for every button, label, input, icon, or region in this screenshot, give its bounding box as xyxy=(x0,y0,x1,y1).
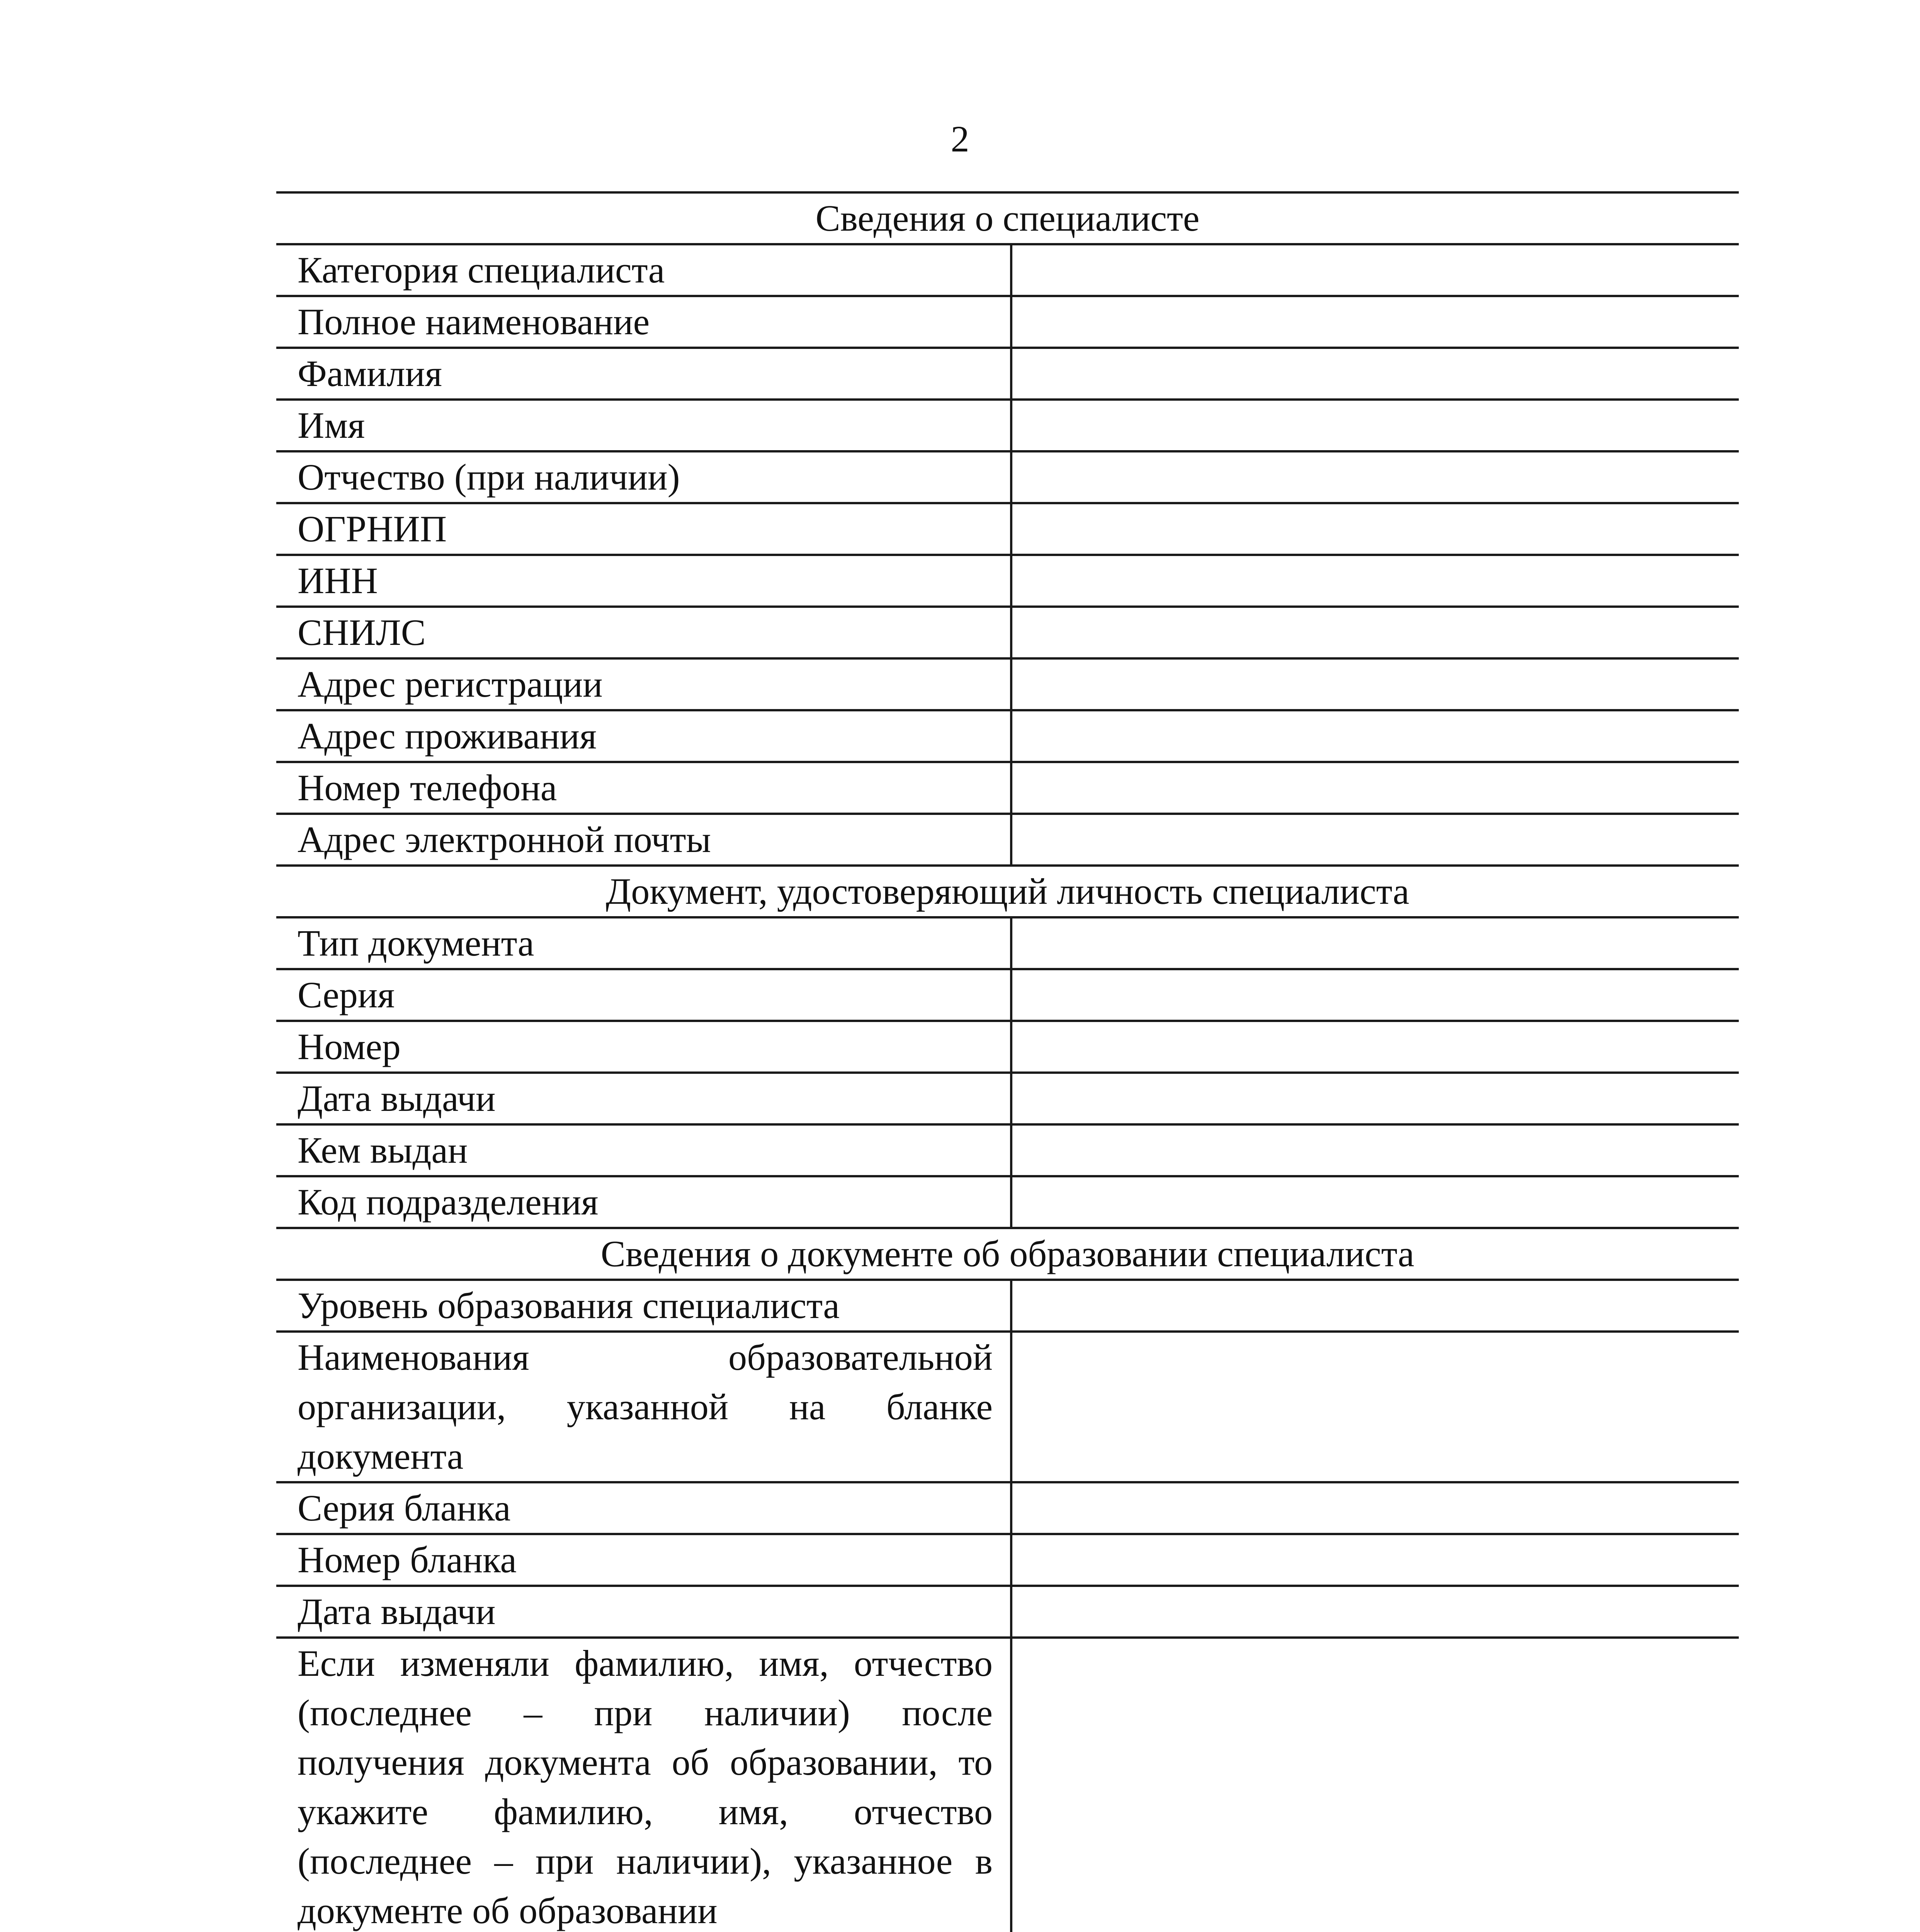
field-value-cell[interactable] xyxy=(1012,452,1739,502)
field-label: Полное наименование xyxy=(276,297,1012,347)
form-row xyxy=(276,1071,1739,1123)
field-value-cell[interactable] xyxy=(1012,1587,1739,1636)
form-row xyxy=(276,1175,1739,1227)
field-label: Код подразделения xyxy=(276,1177,1012,1227)
form-row xyxy=(276,243,1739,295)
field-value-cell[interactable] xyxy=(1012,1022,1739,1071)
form-row xyxy=(276,1585,1739,1636)
form-row xyxy=(276,916,1739,968)
field-label: Адрес регистрации xyxy=(276,660,1012,709)
field-label: Кем выдан xyxy=(276,1126,1012,1175)
field-label: Дата выдачи xyxy=(276,1587,1012,1636)
form-row xyxy=(276,761,1739,813)
field-label: Уровень образования специалиста xyxy=(276,1281,1012,1330)
field-label: Дата выдачи xyxy=(276,1074,1012,1123)
field-value-cell[interactable] xyxy=(1012,815,1739,864)
form-row xyxy=(276,1330,1739,1481)
field-label: ИНН xyxy=(276,556,1012,605)
field-label: Тип документа xyxy=(276,918,1012,968)
field-value-cell[interactable] xyxy=(1012,401,1739,450)
application-form xyxy=(276,191,1739,1932)
field-label: Отчество (при наличии) xyxy=(276,452,1012,502)
field-label: Фамилия xyxy=(276,349,1012,398)
form-row xyxy=(276,1533,1739,1585)
field-value-cell[interactable] xyxy=(1012,918,1739,968)
field-label: Номер телефона xyxy=(276,763,1012,813)
form-row xyxy=(276,709,1739,761)
form-row xyxy=(276,398,1739,450)
field-label: Номер бланка xyxy=(276,1535,1012,1585)
field-value-cell[interactable] xyxy=(1012,245,1739,295)
form-row xyxy=(276,1481,1739,1533)
field-value-cell[interactable] xyxy=(1012,1483,1739,1533)
field-label: Наименования образовательной организации, указанной на бланке документа xyxy=(276,1333,1012,1481)
section-title-specialist: Сведения о специалисте xyxy=(276,191,1739,243)
form-row xyxy=(276,450,1739,502)
form-row xyxy=(276,813,1739,864)
field-label: Категория специалиста xyxy=(276,245,1012,295)
field-value-cell[interactable] xyxy=(1012,1074,1739,1123)
form-row xyxy=(276,1123,1739,1175)
form-row xyxy=(276,1279,1739,1330)
form-row xyxy=(276,657,1739,709)
page-number: 2 xyxy=(951,118,969,160)
field-value-cell[interactable] xyxy=(1012,1535,1739,1585)
field-label: Адрес проживания xyxy=(276,711,1012,761)
field-value-cell[interactable] xyxy=(1012,1126,1739,1175)
field-value-cell[interactable] xyxy=(1012,556,1739,605)
field-value-cell[interactable] xyxy=(1012,763,1739,813)
field-label: Адрес электронной почты xyxy=(276,815,1012,864)
field-value-cell[interactable] xyxy=(1012,504,1739,554)
field-value-cell[interactable] xyxy=(1012,1177,1739,1227)
form-row xyxy=(276,1636,1739,1932)
field-value-cell[interactable] xyxy=(1012,608,1739,657)
form-row xyxy=(276,968,1739,1020)
field-label: ОГРНИП xyxy=(276,504,1012,554)
field-value-cell[interactable] xyxy=(1012,349,1739,398)
field-value-cell[interactable] xyxy=(1012,1333,1739,1481)
form-row xyxy=(276,347,1739,398)
field-value-cell[interactable] xyxy=(1012,1281,1739,1330)
form-row xyxy=(276,1020,1739,1071)
form-row xyxy=(276,605,1739,657)
section-title-identity-document: Документ, удостоверяющий личность специалиста xyxy=(276,864,1739,916)
field-label: Серия бланка xyxy=(276,1483,1012,1533)
form-row xyxy=(276,295,1739,347)
form-row xyxy=(276,502,1739,554)
field-label: Если изменяли фамилию, имя, отчество (последнее – при наличии) после получения документа об образовании, то укажите фамилию, имя, отчество (последнее – при наличии), указанное в документе об образовании xyxy=(276,1639,1012,1932)
field-label: СНИЛС xyxy=(276,608,1012,657)
form-row xyxy=(276,554,1739,605)
field-value-cell[interactable] xyxy=(1012,711,1739,761)
section-title-education-document: Сведения о документе об образовании специалиста xyxy=(276,1227,1739,1279)
field-value-cell[interactable] xyxy=(1012,297,1739,347)
field-label: Серия xyxy=(276,970,1012,1020)
field-label: Имя xyxy=(276,401,1012,450)
field-value-cell[interactable] xyxy=(1012,970,1739,1020)
field-value-cell[interactable] xyxy=(1012,1639,1739,1932)
field-value-cell[interactable] xyxy=(1012,660,1739,709)
field-label: Номер xyxy=(276,1022,1012,1071)
